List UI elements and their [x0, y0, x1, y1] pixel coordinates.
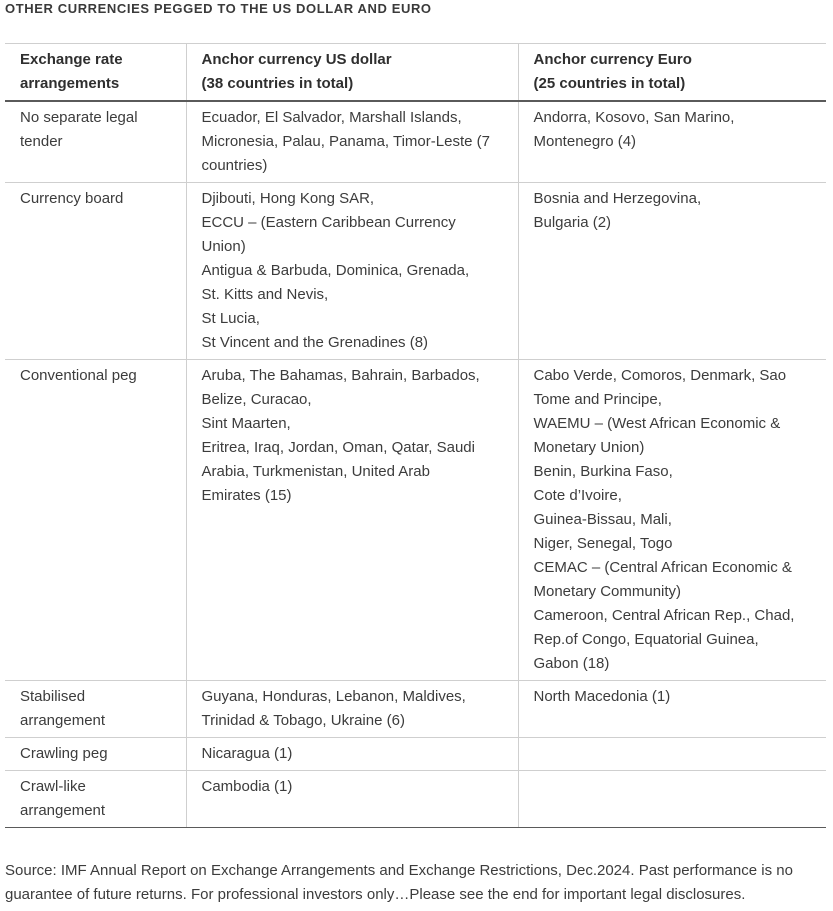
- arrangement-cell: Currency board: [5, 183, 186, 360]
- table-header: [5, 44, 826, 102]
- table-body: [5, 101, 826, 828]
- source-note: Source: IMF Annual Report on Exchange Arrangements and Exchange Restrictions, Dec.2024. Past performance is no guarantee of future returns. For professional investors only…Please see the end for important legal disclosures.: [5, 862, 793, 903]
- table-row: [5, 101, 826, 183]
- table-row: [5, 771, 826, 828]
- header-row: [5, 44, 826, 102]
- arrangement-cell: Crawl-like arrangement: [5, 771, 186, 828]
- eur-countries-cell: Bosnia and Herzegovina, Bulgaria (2): [518, 183, 826, 360]
- eur-countries-cell: Cabo Verde, Comoros, Denmark, Sao Tome and Principe, WAEMU – (West African Economic & Monetary Union) Benin, Burkina Faso, Cote d’Ivoire, Guinea-Bissau, Mali, Niger, Senegal, Togo CEMAC – (Central African Economic & Monetary Community) Cameroon, Central African Rep., Chad, Rep.of Congo, Equatorial Guinea, Gabon (18): [518, 360, 826, 681]
- table-row: [5, 681, 826, 738]
- table-row: [5, 360, 826, 681]
- arrangement-cell: Stabilised arrangement: [5, 681, 186, 738]
- currency-peg-table: [5, 43, 826, 828]
- table-row: [5, 738, 826, 771]
- eur-countries-cell: [518, 738, 826, 771]
- arrangement-cell: Conventional peg: [5, 360, 186, 681]
- usd-countries-cell: Cambodia (1): [186, 771, 518, 828]
- page-title: OTHER CURRENCIES PEGGED TO THE US DOLLAR AND EURO: [5, 1, 432, 16]
- usd-countries-cell: Aruba, The Bahamas, Bahrain, Barbados, Belize, Curacao, Sint Maarten, Eritrea, Iraq, Jordan, Oman, Qatar, Saudi Arabia, Turkmenistan, United Arab Emirates (15): [186, 360, 518, 681]
- header-anchor-eur: Anchor currency Euro (25 countries in total): [518, 44, 826, 102]
- usd-countries-cell: Ecuador, El Salvador, Marshall Islands, Micronesia, Palau, Panama, Timor-Leste (7 countries): [186, 101, 518, 183]
- usd-countries-cell: Nicaragua (1): [186, 738, 518, 771]
- usd-countries-cell: Djibouti, Hong Kong SAR, ECCU – (Eastern Caribbean Currency Union) Antigua & Barbuda, Dominica, Grenada, St. Kitts and Nevis, St Lucia, St Vincent and the Grenadines (8): [186, 183, 518, 360]
- table-row: [5, 183, 826, 360]
- header-arrangements: Exchange rate arrangements: [5, 44, 186, 102]
- eur-countries-cell: North Macedonia (1): [518, 681, 826, 738]
- usd-countries-cell: Guyana, Honduras, Lebanon, Maldives, Trinidad & Tobago, Ukraine (6): [186, 681, 518, 738]
- arrangement-cell: Crawling peg: [5, 738, 186, 771]
- eur-countries-cell: [518, 771, 826, 828]
- arrangement-cell: No separate legal tender: [5, 101, 186, 183]
- eur-countries-cell: Andorra, Kosovo, San Marino, Montenegro (4): [518, 101, 826, 183]
- header-anchor-usd: Anchor currency US dollar (38 countries in total): [186, 44, 518, 102]
